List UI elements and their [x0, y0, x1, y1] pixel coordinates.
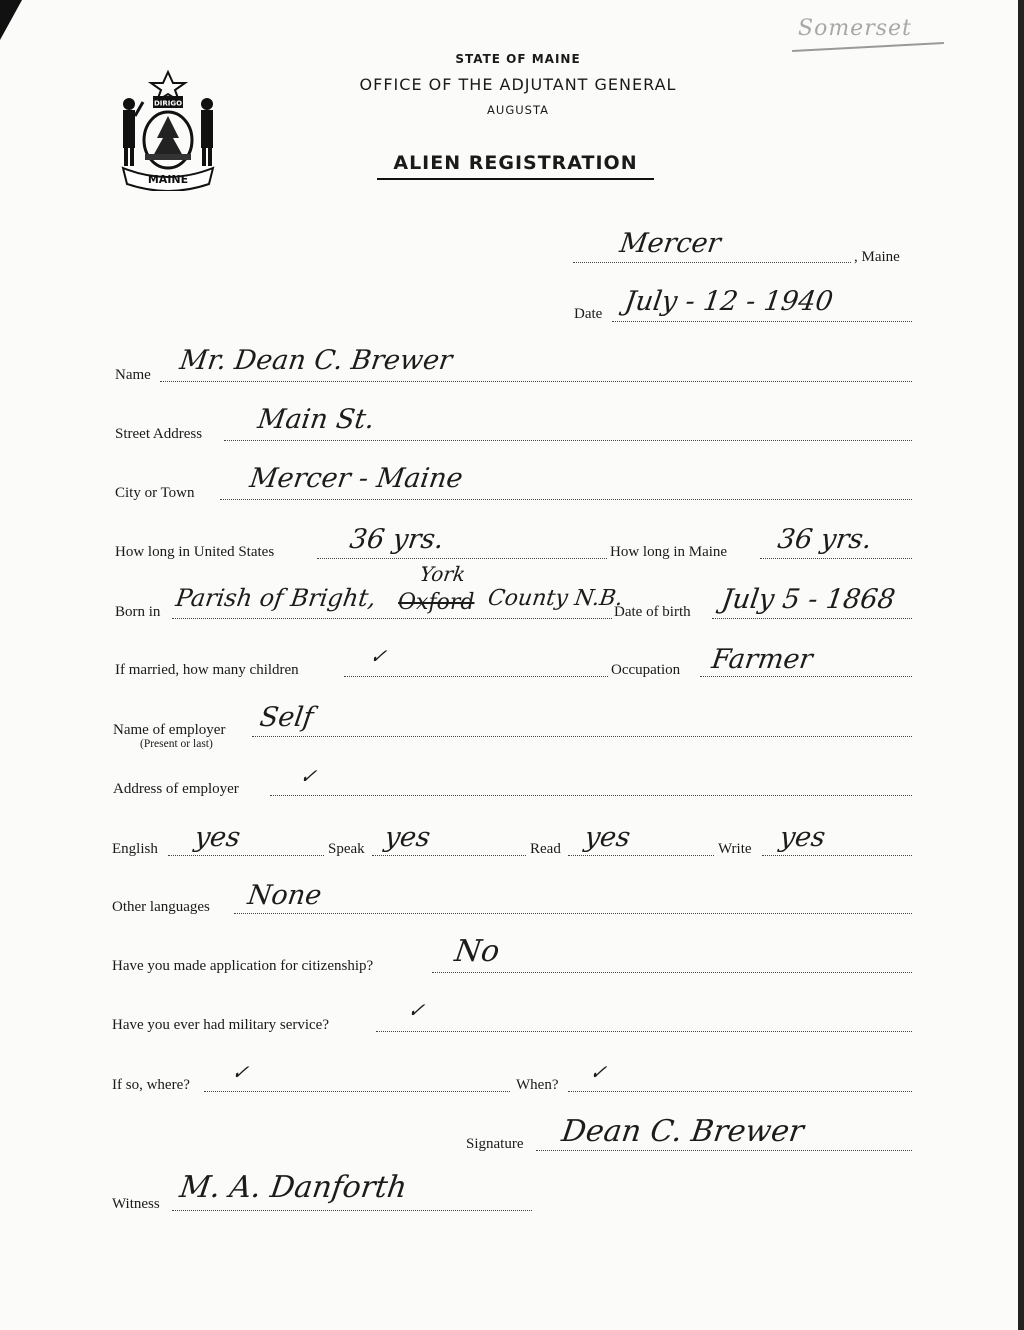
location-value: Mercer: [617, 228, 723, 259]
signature-value: Dean C. Brewer: [559, 1114, 806, 1149]
employer-address-line: [270, 795, 912, 796]
date-value: July - 12 - 1940: [622, 286, 835, 317]
us-years-value: 36 yrs.: [347, 524, 446, 555]
occupation-label: Occupation: [611, 662, 681, 678]
maine-years-line: [760, 558, 912, 559]
citizenship-line: [432, 972, 912, 973]
when-value: ✓: [588, 1060, 609, 1084]
born-value: Parish of Bright,: [174, 584, 378, 612]
us-years-label: How long in United States: [115, 544, 275, 560]
military-label: Have you ever had military service?: [112, 1017, 329, 1033]
read-line: [568, 855, 714, 856]
county-annotation: Somerset: [798, 16, 912, 41]
speak-label: Speak: [328, 841, 365, 857]
where-value: ✓: [230, 1060, 251, 1084]
other-languages-label: Other languages: [112, 899, 210, 915]
employer-address-value: ✓: [298, 764, 319, 788]
employer-value: Self: [257, 702, 316, 733]
citizenship-value: No: [452, 934, 502, 969]
children-value: ✓: [368, 644, 389, 668]
when-line: [568, 1091, 912, 1092]
employer-sublabel: (Present or last): [140, 738, 213, 750]
occupation-line: [700, 676, 912, 677]
date-label: Date: [574, 306, 603, 322]
witness-label: Witness: [112, 1196, 160, 1212]
english-line: [168, 855, 324, 856]
street-label: Street Address: [115, 426, 203, 442]
name-line: [160, 381, 912, 382]
born-struck-word: Oxford: [398, 590, 475, 615]
citizenship-label: Have you made application for citizenship?: [112, 958, 374, 974]
location-line: [573, 262, 851, 263]
speak-value: yes: [382, 822, 433, 853]
read-value: yes: [582, 822, 633, 853]
annotation-underline: [792, 42, 944, 52]
us-years-line: [317, 558, 607, 559]
children-label: If married, how many children: [115, 662, 299, 678]
city-heading: AUGUSTA: [487, 103, 549, 117]
state-heading: STATE OF MAINE: [455, 52, 581, 66]
when-label: When?: [516, 1077, 559, 1093]
military-line: [376, 1031, 912, 1032]
where-line: [204, 1091, 510, 1092]
witness-line: [172, 1210, 532, 1211]
children-line: [344, 676, 608, 677]
seal-banner-text: MAINE: [147, 173, 189, 186]
born-line: [172, 618, 612, 619]
employer-line: [252, 736, 912, 737]
born-insert-word: York: [418, 562, 467, 586]
write-value: yes: [777, 822, 828, 853]
born-label: Born in: [115, 604, 161, 620]
witness-value: M. A. Danforth: [177, 1170, 410, 1205]
military-value: ✓: [406, 998, 427, 1022]
signature-line: [536, 1150, 912, 1151]
other-languages-line: [234, 913, 912, 914]
dob-label: Date of birth: [614, 604, 691, 620]
dob-line: [712, 618, 912, 619]
other-languages-value: None: [245, 880, 324, 911]
city-line: [220, 499, 912, 500]
write-label: Write: [718, 841, 752, 857]
office-heading: OFFICE OF THE ADJUTANT GENERAL: [359, 75, 677, 94]
english-value: yes: [192, 822, 243, 853]
born-county: County N.B.: [486, 586, 625, 611]
page-corner: [0, 0, 22, 40]
speak-line: [372, 855, 526, 856]
dob-value: July 5 - 1868: [719, 584, 898, 615]
date-line: [612, 321, 912, 322]
seal-motto: DIRIGO: [153, 99, 183, 108]
write-line: [762, 855, 912, 856]
read-label: Read: [530, 841, 561, 857]
signature-label: Signature: [466, 1136, 524, 1152]
city-value: Mercer - Maine: [247, 463, 465, 494]
page-edge: [1018, 0, 1024, 1330]
city-label: City or Town: [115, 485, 195, 501]
location-suffix: , Maine: [854, 249, 900, 265]
where-label: If so, where?: [112, 1077, 190, 1093]
form-title: ALIEN REGISTRATION: [377, 152, 654, 180]
maine-years-label: How long in Maine: [610, 544, 728, 560]
street-line: [224, 440, 912, 441]
occupation-value: Farmer: [709, 644, 815, 675]
employer-label: Name of employer: [113, 722, 226, 738]
street-value: Main St.: [255, 404, 377, 435]
employer-address-label: Address of employer: [113, 781, 239, 797]
name-value: Mr. Dean C. Brewer: [177, 345, 455, 376]
maine-years-value: 36 yrs.: [775, 524, 874, 555]
english-label: English: [112, 841, 158, 857]
name-label: Name: [115, 367, 151, 383]
